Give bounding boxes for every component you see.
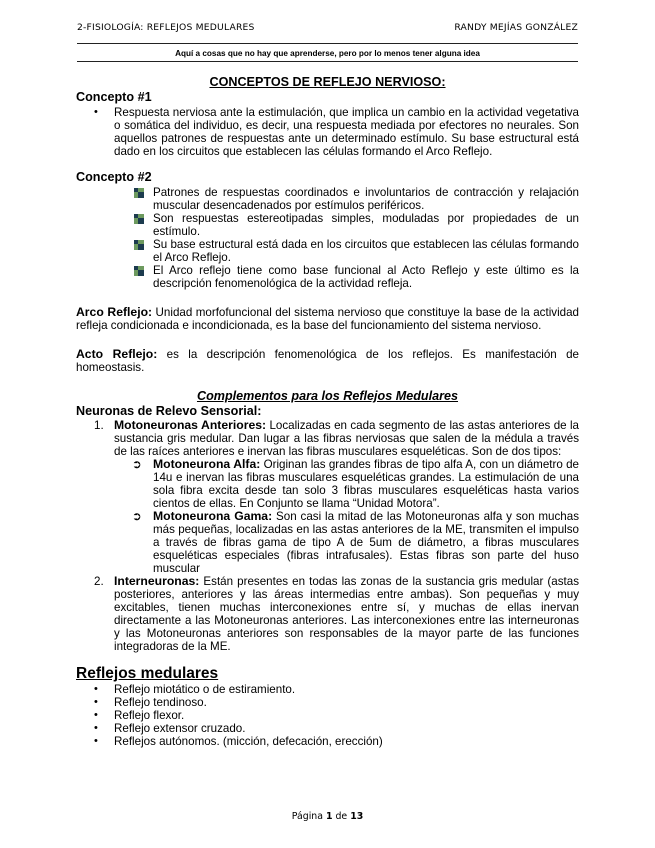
concepto2-item (76, 212, 579, 238)
concepto2-item-text: Su base estructural está dada en los circuitos que establecen las células formando el Arco Reflejo. (153, 238, 579, 264)
interneuronas-text: Están presentes en todas las zonas de la sustancia gris medular (astas posteriores, anteriores y las áreas intermedias entre ambas). Son pequeñas y muy excitables, tienen muchas interconexiones entre sí, y muchas de ellas inervan directamente a las Motoneuronas anteriores. Las interconexiones entre las interneuronas y las Motoneuronas anteriores son responsables de la mayor parte de las funciones integradoras de la ME. (114, 575, 579, 653)
motoneuronas-term: Motoneuronas Anteriores: (114, 418, 267, 432)
acto-reflejo-paragraph (76, 348, 579, 374)
concepto1-heading: Concepto #1 (76, 90, 152, 104)
reflejo-item-text: Reflejos autónomos. (micción, defecación, erección) (114, 735, 383, 748)
concepto2-item-text: El Arco reflejo tiene como base funcional al Acto Reflejo y este último es la descripción fenomenológica de la actividad refleja. (153, 264, 579, 290)
concepto2-heading: Concepto #2 (76, 170, 152, 184)
concepto1-text: Respuesta nerviosa ante la estimulación, que implica un cambio en la actividad vegetativa o somática del individuo, es decir, una respuesta mediada por efectores no neurales. Son aquellos patrones de respuestas ante un determinado estímulo. Su base estructural está dado en los circuitos que establecen las células formando el Arco Reflejo. (114, 106, 579, 158)
item-number: 1. (94, 419, 104, 432)
arco-reflejo-text: Unidad morfofuncional del sistema nervioso que constituye la base de la actividad refleja condicionada e incondicionada, es la base del funcionamiento del sistema nervioso. (76, 306, 579, 332)
gama-paragraph (153, 510, 579, 575)
neuronas-heading: Neuronas de Relevo Sensorial: (76, 404, 262, 418)
reflejo-item-text: Reflejo tendinoso. (114, 696, 207, 709)
square-bullet-icon (134, 214, 144, 224)
alfa-paragraph (153, 458, 579, 510)
concepto1-item (76, 106, 579, 158)
header-subtitle: Aquí a cosas que no hay que aprenderse, pero por lo menos tener alguna idea (175, 49, 480, 58)
arco-reflejo-paragraph (76, 306, 579, 332)
gama-term: Motoneurona Gama: (153, 509, 273, 523)
document-body (76, 75, 579, 748)
subtitle-divider (77, 61, 578, 62)
numbered-item (76, 419, 579, 458)
concepto2-item (76, 238, 579, 264)
footer-middle: de (332, 811, 351, 822)
concepto2-item-text: Patrones de respuestas coordinados e involuntarios de contracción y relajación muscular desencadenados por estímulos periféricos. (153, 186, 579, 212)
alfa-term: Motoneurona Alfa: (153, 457, 261, 471)
page-footer (0, 811, 655, 822)
concepto2-item (76, 186, 579, 212)
bullet-icon: • (94, 735, 98, 747)
footer-page-number: 1 (325, 811, 333, 822)
bullet-icon: • (94, 683, 98, 695)
header-divider (77, 43, 578, 44)
bullet-icon: • (94, 696, 98, 708)
acto-reflejo-text: es la descripción fenomenológica de los reflejos. Es manifestación de homeostasis. (76, 348, 579, 374)
arrow-bullet-icon: ➲ (132, 458, 142, 471)
square-bullet-icon (134, 266, 144, 276)
reflejo-item (76, 735, 579, 748)
acto-reflejo-term: Acto Reflejo: (76, 347, 158, 361)
item-number: 2. (94, 575, 104, 588)
motoneuronas-text: Localizadas en cada segmento de las astas anteriores de la sustancia gris medular. Dan lugar a las fibras nerviosas que salen de la médula a través de las raíces anteriores e inervan las fibras musculares esqueléticas. Son de dos tipos: (114, 419, 580, 458)
reflejo-item (76, 722, 579, 735)
motoneuronas-paragraph (114, 419, 579, 458)
numbered-item (76, 575, 579, 653)
reflejo-item-text: Reflejo flexor. (114, 709, 185, 722)
interneuronas-term: Interneuronas: (114, 574, 200, 588)
footer-prefix: Página (291, 811, 326, 822)
page-title: CONCEPTOS DE REFLEJO NERVIOSO: (209, 75, 446, 89)
reflejos-title: Reflejos medulares (76, 665, 219, 682)
gama-text: Son casi la mitad de las Motoneuronas alfa y son muchas más pequeñas, localizadas en las astas anteriores de la ME, transmiten el impulso a través de fibras gama de tipo A de 5um de diámetro, a fibras musculares esqueléticas especiales (fibras intrafusales). Estas fibras son parte del huso muscular (153, 510, 579, 575)
square-bullet-icon (134, 240, 144, 250)
bullet-icon: • (94, 722, 98, 734)
concepto2-item (76, 264, 579, 290)
arrow-bullet-icon: ➲ (132, 510, 142, 523)
complementos-title: Complementos para los Reflejos Medulares (196, 389, 459, 403)
reflejo-item-text: Reflejo miotático o de estiramiento. (114, 683, 296, 696)
sub-item (76, 510, 579, 575)
reflejo-item-text: Reflejo extensor cruzado. (114, 722, 246, 735)
arco-reflejo-term: Arco Reflejo: (76, 305, 153, 319)
footer-page-total: 13 (350, 811, 364, 822)
concepto2-item-text: Son respuestas estereotipadas simples, moduladas por propiedades de un estímulo. (153, 212, 579, 238)
interneuronas-paragraph (114, 575, 579, 653)
bullet-icon: • (94, 709, 98, 721)
header-left: 2-FISIOLOGÍA: REFLEJOS MEDULARES (77, 22, 255, 33)
page-header (77, 22, 578, 36)
bullet-icon: • (94, 106, 98, 118)
square-bullet-icon (134, 188, 144, 198)
alfa-text: Originan las grandes fibras de tipo alfa A, con un diámetro de 14u e inervan las fibras musculares esqueléticas grandes. La estimulación de una sola fibra excita desde tan solo 3 fibras musculares esqueléticas hasta varios cientos de ellas. En Conjunto se llama “Unidad Motora”. (153, 458, 579, 510)
reflejo-item (76, 696, 579, 709)
reflejo-item (76, 683, 579, 696)
reflejo-item (76, 709, 579, 722)
sub-item (76, 458, 579, 510)
header-right: RANDY MEJÍAS GONZÁLEZ (454, 22, 578, 33)
